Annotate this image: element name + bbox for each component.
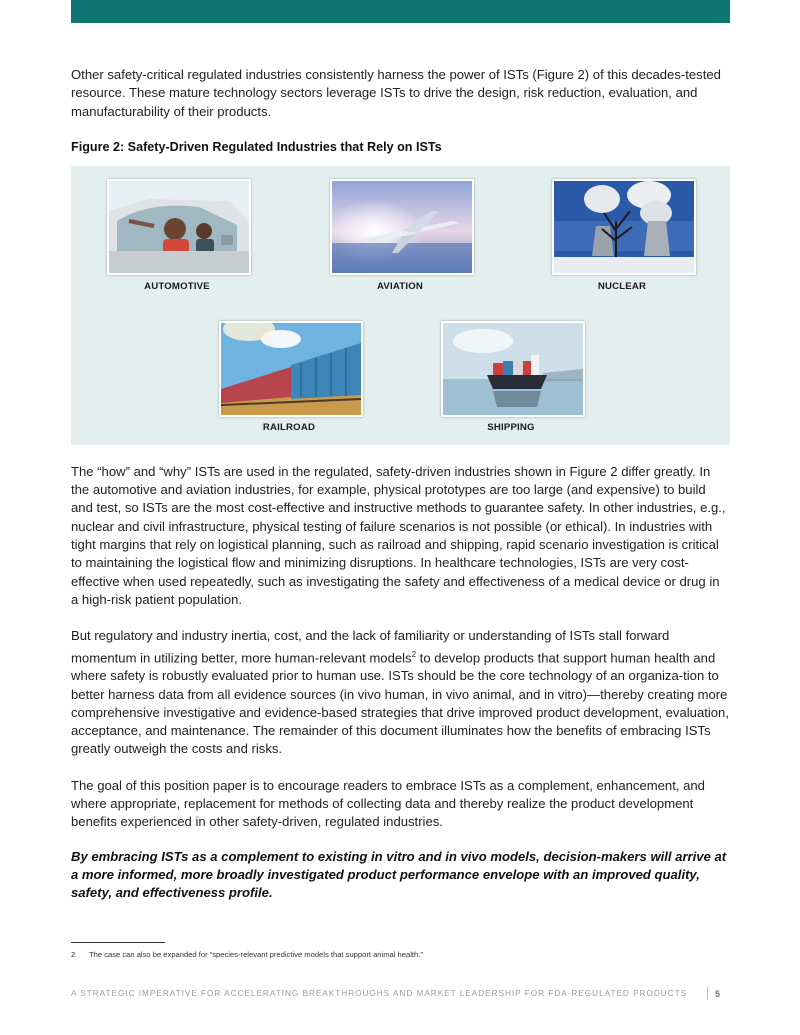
footer-text: A STRATEGIC IMPERATIVE FOR ACCELERATING BREAKTHROUGHS AND MARKET LEADERSHIP FOR FDA-REGULATED PRODUCTS (71, 989, 688, 998)
automotive-photo (107, 179, 251, 275)
paragraph-how-why: The “how” and “why” ISTs are used in the regulated, safety-driven industries shown in Figure 2 differ greatly. In the automotive and aviation industries, for example, physical prototypes are too large (and expensive) to build and test, so ISTs are the most cost-effective and instructive methods to guarantee safety. In other industries, e.g., nuclear and civil infrastructure, physical testing of failure scenarios is not possible (or ethical). In industries with tight margins that rely on logistical planning, such as railroad and shipping, rapid scenario investigation is critical to maintaining the logistical flow and minimizing disruptions. In healthcare technologies, ISTs are very cost-effective when used repeatedly, such as investigating the safety and effectiveness of a medical device or drug in a high-risk patient population. (71, 463, 726, 607)
paragraph-inertia-after: to develop products that support human health and where safety is robustly evaluated prior to human use. ISTs should be the core technology of an organiza-tion to better harness data from all evidence sources (in vivo human, in vivo animal, and in vitro)—thereby creating more comprehensive investigative and evidence-based strategies that drive improved product development, evaluation, acceptance, and maintenance. The remainder of this document illuminates how the benefits of embracing ISTs greatly outweigh the costs and risks. (71, 649, 729, 757)
footnote-divider (71, 942, 165, 943)
header-bar (71, 0, 730, 23)
emphasis-paragraph: By embracing ISTs as a complement to existing in vitro and in vivo models, decision-makers will arrive at a more informed, more broadly investigated product performance envelope with an improved quality, safety, and effectiveness profile. (71, 848, 727, 901)
footer-divider (707, 987, 708, 1000)
intro-paragraph: Other safety-critical regulated industries consistently harness the power of ISTs (Figure 2) of this decades-tested resource. These mature technology sectors leverage ISTs to drive the design, risk reduction, evaluation, and manufacturability of their products. (71, 67, 721, 119)
caption-nuclear: NUCLEAR (597, 280, 647, 292)
caption-aviation: AVIATION (376, 280, 423, 292)
shipping-photo (441, 321, 585, 417)
paragraph-goal: The goal of this position paper is to encourage readers to embrace ISTs as a complement, enhancement, and where appropriate, replacement for methods of collecting data and thereby realize the product development benefits experienced in other safety-driven, regulated industries. (71, 777, 705, 830)
aviation-photo (330, 179, 474, 275)
page-content (71, 66, 730, 916)
figure-panel (71, 166, 730, 445)
paragraph-inertia (71, 627, 730, 758)
footnote-ref-2: 2 (411, 649, 417, 659)
railroad-photo (219, 321, 363, 417)
footnote-text: The case can also be expanded for “species-relevant predictive models that support animal health.” (89, 950, 423, 959)
figure-title: Figure 2: Safety-Driven Regulated Industries that Rely on ISTs (71, 139, 442, 154)
paragraph-inertia-before: But regulatory and industry inertia, cost, and the lack of familiarity or understanding of ISTs stall forward momentum in utilizing better, more human-relevant models (71, 628, 670, 665)
caption-automotive: AUTOMOTIVE (144, 280, 210, 292)
footnote-number: 2 (71, 950, 76, 959)
nuclear-photo (552, 179, 696, 275)
caption-shipping: SHIPPING (487, 421, 535, 433)
caption-railroad: RAILROAD (262, 421, 316, 433)
page-number: 5 (715, 989, 721, 999)
footnote (71, 950, 423, 959)
